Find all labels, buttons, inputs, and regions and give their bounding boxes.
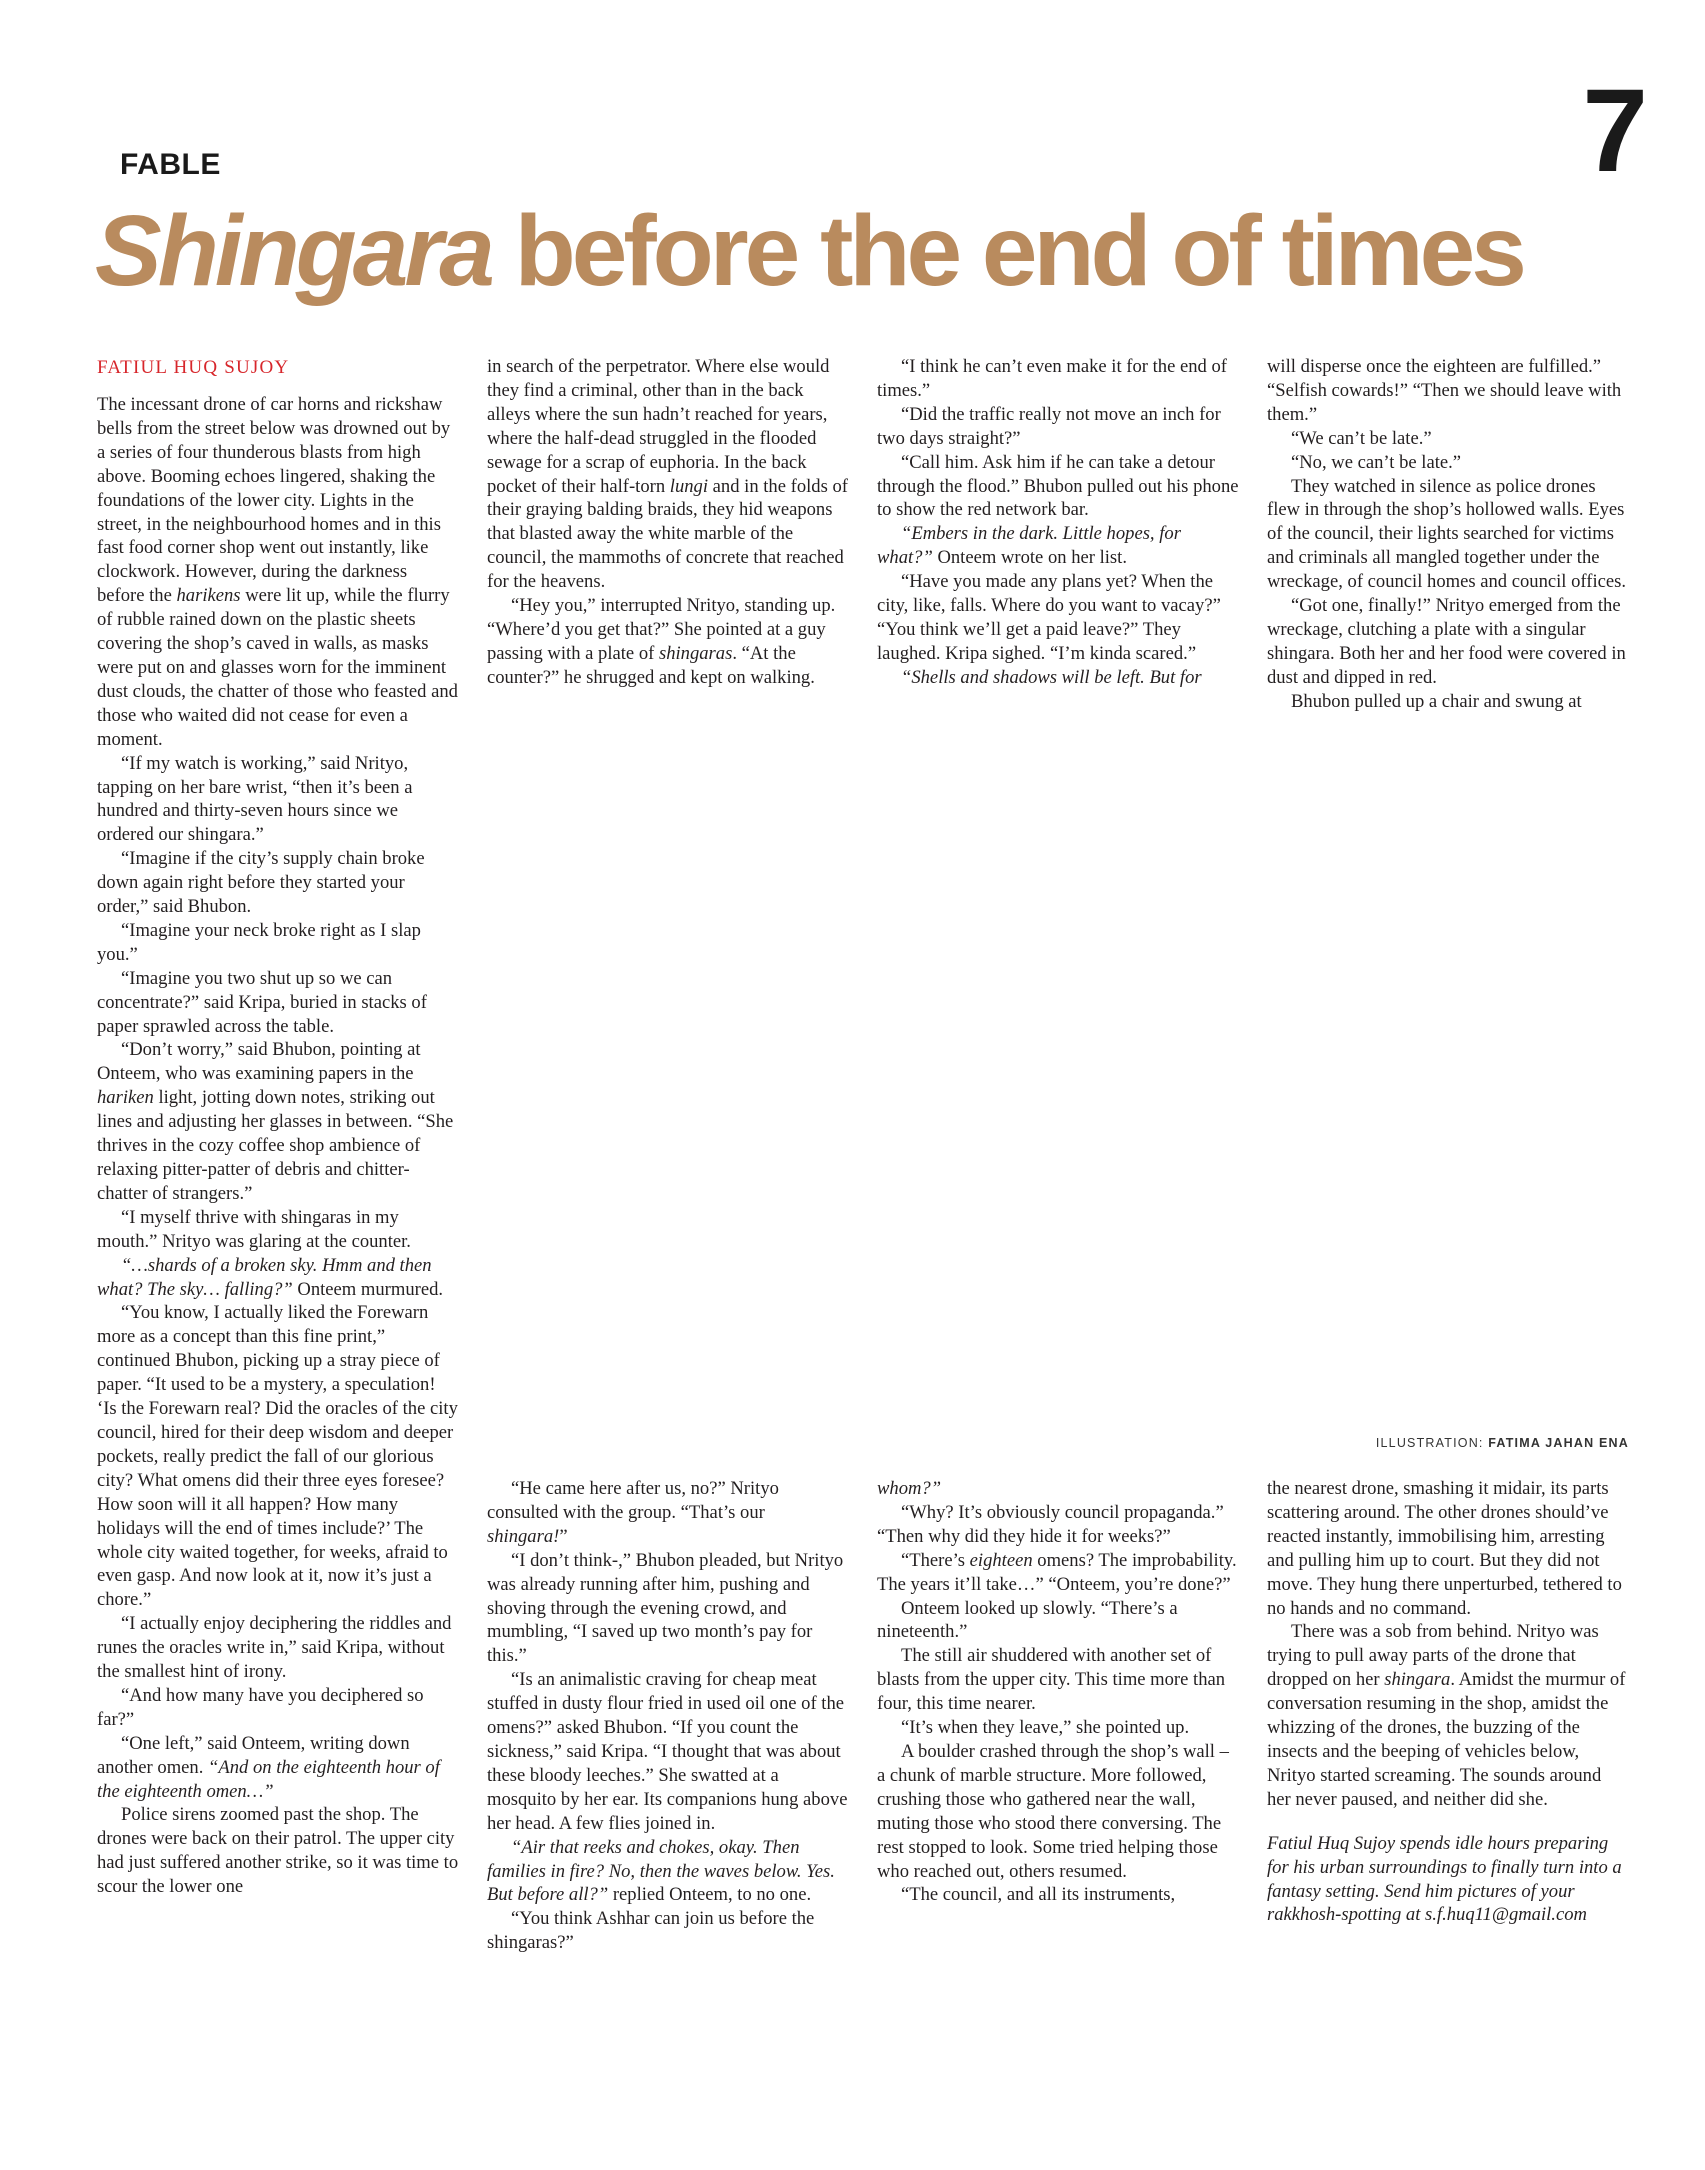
paragraph: “There’s eighteen omens? The improbability. The years it’ll take…” “Onteem, you’re done?” <box>877 1549 1237 1595</box>
page-number: 7 <box>1582 65 1648 197</box>
column-3-top <box>877 355 1239 690</box>
paragraph: “One left,” said Onteem, writing down another omen. “And on the eighteenth hour of the eighteenth omen…” <box>97 1732 440 1802</box>
paragraph: “I don’t think-,” Bhubon pleaded, but Nrityo was already running after him, pushing and shoving through the evening crowd, and mumbling, “I saved up two month’s pay for this.” <box>487 1549 844 1667</box>
column-2-top <box>487 355 849 690</box>
byline: FATIUL HUQ SUJOY <box>97 357 290 378</box>
paragraph: “The council, and all its instruments, <box>901 1884 1176 1906</box>
paragraph: “Imagine your neck broke right as I slap you.” <box>97 919 421 965</box>
paragraph: “Don’t worry,” said Bhubon, pointing at Onteem, who was examining papers in the hariken light, jotting down notes, striking out lines and adjusting her glasses in between. “She thrives in the cozy coffee shop ambience of relaxing pitter-patter of debris and chitter-chatter of strangers.” <box>97 1039 454 1204</box>
paragraph: “Imagine if the city’s supply chain broke down again right before they started your order,” said Bhubon. <box>97 848 425 918</box>
illustration-credit-name: FATIMA JAHAN ENA <box>1488 1436 1629 1450</box>
paragraph: Bhubon pulled up a chair and swung at <box>1291 690 1582 712</box>
paragraph: “Imagine you two shut up so we can concentrate?” said Kripa, buried in stacks of paper sprawled across the table. <box>97 967 427 1037</box>
column-3-bottom <box>877 1477 1239 1907</box>
paragraph: the nearest drone, smashing it midair, its parts scattering around. The other drones should’ve reacted instantly, immobilising him, arresting and pulling him up to court. But they did not move. They hung there unperturbed, tethered to no hands and no command. <box>1267 1478 1622 1619</box>
paragraph: “No, we can’t be late.” <box>1291 451 1462 473</box>
column-1 <box>97 393 459 1899</box>
paragraph: “Hey you,” interrupted Nrityo, standing up. “Where’d you get that?” She pointed at a guy passing with a plate of shingaras. “At the counter?” he shrugged and kept on walking. <box>487 595 836 688</box>
headline-italic: Shingara <box>95 195 491 307</box>
paragraph: “Got one, finally!” Nrityo emerged from the wreckage, clutching a plate with a singular shingara. Both her and her food were covered in dust and dipped in red. <box>1267 595 1626 688</box>
paragraph: “I myself thrive with shingaras in my mouth.” Nrityo was glaring at the counter. <box>97 1206 411 1252</box>
paragraph: “If my watch is working,” said Nrityo, tapping on her bare wrist, “then it’s been a hundred and thirty-seven hours since we ordered our shingara.” <box>97 752 413 846</box>
column-4-bottom <box>1267 1477 1629 1927</box>
section-label: FABLE <box>120 148 221 181</box>
paragraph: will disperse once the eighteen are fulfilled.” “Selfish cowards!” “Then we should leave with them.” <box>1267 356 1622 425</box>
author-bio: Fatiul Huq Sujoy spends idle hours preparing for his urban surroundings to finally turn into a fantasy setting. Send him pictures of your rakkhosh-spotting at s.f.huq11@gmail.com <box>1267 1832 1622 1926</box>
paragraph: “Have you made any plans yet? When the city, like, falls. Where do you want to vacay?” “You think we’ll get a paid leave?” They laughed. Kripa sighed. “I’m kinda scared.” <box>877 571 1221 664</box>
paragraph: “I actually enjoy deciphering the riddles and runes the oracles write in,” said Kripa, without the smallest hint of irony. <box>97 1613 452 1683</box>
headline-rest: before the end of times <box>490 195 1523 307</box>
paragraph: “Call him. Ask him if he can take a detour through the flood.” Bhubon pulled out his phone to show the red network bar. <box>877 451 1239 521</box>
paragraph: “We can’t be late.” <box>1291 427 1432 449</box>
paragraph: “Why? It’s obviously council propaganda.” “Then why did they hide it for weeks?” <box>877 1501 1224 1547</box>
paragraph: “Embers in the dark. Little hopes, for what?” Onteem wrote on her list. <box>877 523 1181 569</box>
paragraph: “…shards of a broken sky. Hmm and then what? The sky… falling?” Onteem murmured. <box>97 1254 444 1300</box>
paragraph: “He came here after us, no?” Nrityo consulted with the group. “That’s our shingara!” <box>487 1478 779 1547</box>
paragraph: “Air that reeks and chokes, okay. Then families in fire? No, then the waves below. Yes. But before all?” replied Onteem, to no one. <box>487 1836 835 1906</box>
paragraph: “I think he can’t even make it for the end of times.” <box>877 356 1227 401</box>
paragraph: There was a sob from behind. Nrityo was trying to pull away parts of the drone that dropped on her shingara. Amidst the murmur of conversation resuming in the shop, amidst the whizzing of the drones, the buzzing of the insects and the beeping of vehicles below, Nrityo started screaming. The sounds around her never paused, and neither did she. <box>1267 1621 1626 1810</box>
paragraph: “You know, I actually liked the Forewarn more as a concept than this fine print,” continued Bhubon, picking up a stray piece of paper. “It used to be a mystery, a speculation! ‘Is the Forewarn real? Did the oracles of the city council, hired for their deep wisdom and deeper pockets, really predict the fall of our glorious city? What omens did their three eyes foresee? How soon will it all happen? How many holidays will the end of times include?’ The whole city waited together, for weeks, afraid to even gasp. And now look at it, now it’s just a chore.” <box>97 1302 458 1611</box>
paragraph: “It’s when they leave,” she pointed up. <box>901 1717 1190 1739</box>
paragraph: in search of the perpetrator. Where else would they find a criminal, other than in the back alleys where the sun hadn’t reached for years, where the half-dead struggled in the flooded sewage for a scrap of euphoria. In the back pocket of their half-torn lungi and in the folds of their graying balding braids, they hid weapons that blasted away the white marble of the council, the mammoths of concrete that reached for the heavens. <box>487 356 848 593</box>
illustration-credit <box>1260 1436 1629 1450</box>
headline <box>95 196 1523 306</box>
paragraph: “And how many have you deciphered so far?” <box>97 1684 424 1730</box>
illustration-credit-label: ILLUSTRATION: <box>1375 1436 1489 1450</box>
paragraph: “Is an animalistic craving for cheap meat stuffed in dusty flour fried in used oil one of the omens?” asked Bhubon. “If you count the sickness,” said Kripa. “I thought that was about these bloody leeches.” She swatted at a mosquito by her ear. Its companions hung above her head. A few flies joined in. <box>487 1669 848 1834</box>
paragraph: Police sirens zoomed past the shop. The drones were back on their patrol. The upper city had just suffered another strike, so it was time to scour the lower one <box>97 1804 459 1898</box>
paragraph: “You think Ashhar can join us before the shingaras?” <box>487 1908 815 1954</box>
column-4-top <box>1267 355 1629 714</box>
column-2-bottom <box>487 1477 849 1955</box>
paragraph: They watched in silence as police drones flew in through the shop’s hollowed walls. Eyes of the council, their lights searched for victims and criminals all mangled together under the wreckage, of council homes and council offices. <box>1267 475 1627 593</box>
paragraph: A boulder crashed through the shop’s wall – a chunk of marble structure. More followed, crushing those who gathered near the wall, muting those who stood there conversing. The rest stopped to look. Some tried helping those who reached out, others resumed. <box>877 1740 1229 1882</box>
paragraph: Onteem looked up slowly. “There’s a nineteenth.” <box>877 1597 1178 1643</box>
paragraph: “Did the traffic really not move an inch for two days straight?” <box>877 403 1221 449</box>
paragraph: The still air shuddered with another set of blasts from the upper city. This time more than four, this time nearer. <box>877 1645 1226 1715</box>
paragraph: The incessant drone of car horns and rickshaw bells from the street below was drowned out by a series of four thunderous blasts from high above. Booming echoes lingered, shaking the foundations of the lower city. Lights in the street, in the neighbourhood homes and in this fast food corner shop went out instantly, like clockwork. However, during the darkness before the harikens were lit up, while the flurry of rubble rained down on the plastic sheets covering the shop’s caved in walls, as masks were put on and glasses worn for the imminent dust clouds, the chatter of those who feasted and those who waited did not cease for even a moment. <box>97 394 458 750</box>
paragraph: “Shells and shadows will be left. But for <box>901 666 1202 688</box>
paragraph: whom?” <box>877 1478 942 1499</box>
